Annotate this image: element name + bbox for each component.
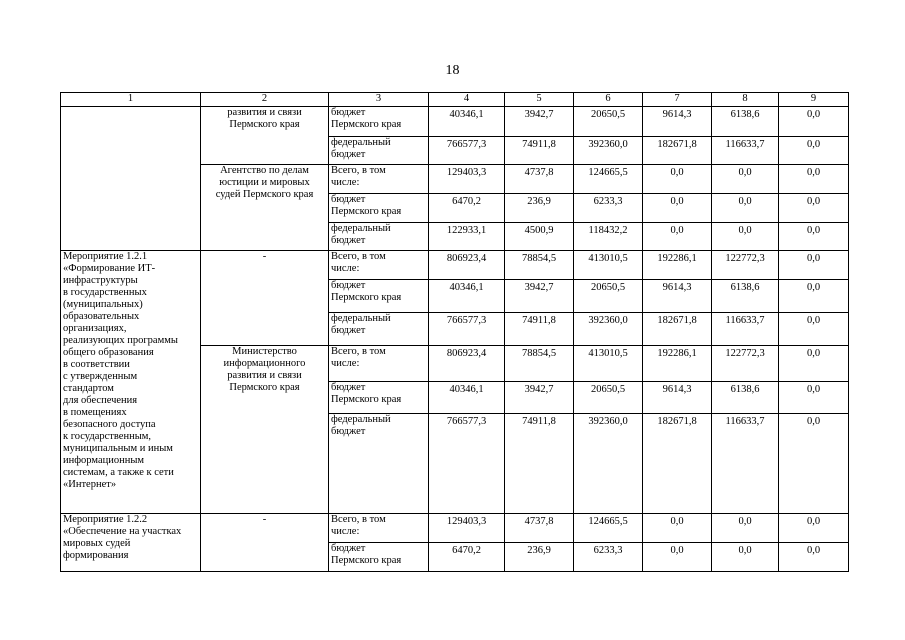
amount-cell: 40346,1 [429, 280, 505, 313]
amount-cell: 0,0 [779, 107, 849, 137]
amount-cell: 6470,2 [429, 194, 505, 223]
funding-source-cell [329, 280, 429, 313]
column-header: 3 [329, 93, 429, 107]
amount-cell: 3942,7 [505, 280, 574, 313]
amount-cell: 78854,5 [505, 346, 574, 382]
funding-source-cell [329, 313, 429, 346]
executor-cell [201, 107, 329, 165]
amount-cell: 129403,3 [429, 514, 505, 543]
amount-cell: 116633,7 [712, 313, 779, 346]
column-header: 2 [201, 93, 329, 107]
amount-cell: 118432,2 [574, 223, 643, 251]
funding-source-cell [329, 346, 429, 382]
measure-name: Мероприятие 1.2.1 «Формирование ИТ- инфраструктуры в государственных (муниципальных) образовательных организациях, реализующих программы общего образования в соответствии с утвержденным стандартом для обеспечения в помещениях безопасного доступа к государственным, муниципальным и иным информационным системам, а также к сети «Интернет» [63, 251, 178, 490]
amount-cell: 0,0 [712, 543, 779, 572]
amount-cell: 0,0 [779, 543, 849, 572]
amount-cell: 413010,5 [574, 251, 643, 280]
funding-source: бюджет Пермского края [331, 382, 402, 405]
amount-cell: 0,0 [643, 543, 712, 572]
table-row [61, 107, 849, 137]
page-number: 18 [445, 63, 460, 78]
table-row [61, 514, 849, 543]
amount-cell: 0,0 [712, 223, 779, 251]
amount-cell: 122772,3 [712, 346, 779, 382]
funding-source-cell [329, 414, 429, 514]
funding-source-cell [329, 251, 429, 280]
amount-cell: 0,0 [643, 194, 712, 223]
executor-name: развития и связи Пермского края [227, 107, 302, 130]
funding-source-cell [329, 165, 429, 194]
amount-cell: 6138,6 [712, 382, 779, 414]
funding-source: федеральный бюджет [331, 223, 391, 246]
amount-cell: 6138,6 [712, 280, 779, 313]
funding-source-cell [329, 514, 429, 543]
amount-cell: 806923,4 [429, 346, 505, 382]
funding-source-cell [329, 543, 429, 572]
amount-cell: 6138,6 [712, 107, 779, 137]
amount-cell: 192286,1 [643, 251, 712, 280]
amount-cell: 392360,0 [574, 414, 643, 514]
amount-cell: 74911,8 [505, 137, 574, 165]
executor-name: Агентство по делам юстиции и мировых судей Пермского края [215, 165, 314, 200]
amount-cell: 0,0 [712, 514, 779, 543]
amount-cell: 78854,5 [505, 251, 574, 280]
amount-cell: 182671,8 [643, 313, 712, 346]
amount-cell: 124665,5 [574, 514, 643, 543]
amount-cell: 6233,3 [574, 194, 643, 223]
amount-cell: 0,0 [712, 194, 779, 223]
funding-source: Всего, в том числе: [331, 346, 386, 369]
funding-source: федеральный бюджет [331, 414, 391, 437]
column-header: 1 [61, 93, 201, 107]
amount-cell: 74911,8 [505, 313, 574, 346]
column-header: 6 [574, 93, 643, 107]
funding-source-cell [329, 137, 429, 165]
measure-name: Мероприятие 1.2.2 «Обеспечение на участках мировых судей формирования [63, 514, 182, 561]
amount-cell: 74911,8 [505, 414, 574, 514]
amount-cell: 124665,5 [574, 165, 643, 194]
amount-cell: 0,0 [779, 137, 849, 165]
amount-cell: 236,9 [505, 543, 574, 572]
amount-cell: 0,0 [779, 223, 849, 251]
amount-cell: 766577,3 [429, 414, 505, 514]
funding-source-cell [329, 194, 429, 223]
funding-source-cell [329, 107, 429, 137]
amount-cell: 9614,3 [643, 280, 712, 313]
amount-cell: 766577,3 [429, 313, 505, 346]
measure-name-cell [61, 107, 201, 251]
amount-cell: 6470,2 [429, 543, 505, 572]
executor-cell [201, 251, 329, 346]
column-header: 5 [505, 93, 574, 107]
measure-name-cell [61, 251, 201, 514]
amount-cell: 182671,8 [643, 137, 712, 165]
amount-cell: 0,0 [779, 382, 849, 414]
amount-cell: 0,0 [779, 346, 849, 382]
funding-source: Всего, в том числе: [331, 251, 386, 274]
amount-cell: 3942,7 [505, 382, 574, 414]
amount-cell: 0,0 [643, 514, 712, 543]
header-row [61, 93, 849, 107]
table-row [61, 251, 849, 280]
amount-cell: 0,0 [643, 165, 712, 194]
amount-cell: 0,0 [712, 165, 779, 194]
amount-cell: 0,0 [643, 223, 712, 251]
amount-cell: 6233,3 [574, 543, 643, 572]
amount-cell: 0,0 [779, 251, 849, 280]
funding-source: федеральный бюджет [331, 313, 391, 336]
column-header: 8 [712, 93, 779, 107]
funding-source: бюджет Пермского края [331, 107, 402, 130]
funding-source: федеральный бюджет [331, 137, 391, 160]
column-header: 7 [643, 93, 712, 107]
column-header: 4 [429, 93, 505, 107]
amount-cell: 40346,1 [429, 382, 505, 414]
amount-cell: 4737,8 [505, 165, 574, 194]
measure-name-cell [61, 514, 201, 572]
amount-cell: 0,0 [779, 313, 849, 346]
amount-cell: 9614,3 [643, 107, 712, 137]
amount-cell: 116633,7 [712, 414, 779, 514]
executor-cell [201, 514, 329, 572]
funding-source: Всего, в том числе: [331, 165, 386, 188]
amount-cell: 182671,8 [643, 414, 712, 514]
amount-cell: 766577,3 [429, 137, 505, 165]
amount-cell: 392360,0 [574, 313, 643, 346]
amount-cell: 192286,1 [643, 346, 712, 382]
funding-source-cell [329, 223, 429, 251]
amount-cell: 806923,4 [429, 251, 505, 280]
funding-source: бюджет Пермского края [331, 280, 402, 303]
executor-name: - [262, 514, 267, 525]
amount-cell: 413010,5 [574, 346, 643, 382]
amount-cell: 122933,1 [429, 223, 505, 251]
amount-cell: 9614,3 [643, 382, 712, 414]
executor-name: Министерство информационного развития и связи Пермского края [223, 346, 306, 393]
amount-cell: 0,0 [779, 165, 849, 194]
amount-cell: 3942,7 [505, 107, 574, 137]
amount-cell: 0,0 [779, 194, 849, 223]
amount-cell: 20650,5 [574, 107, 643, 137]
funding-source: бюджет Пермского края [331, 543, 402, 566]
amount-cell: 236,9 [505, 194, 574, 223]
amount-cell: 40346,1 [429, 107, 505, 137]
amount-cell: 20650,5 [574, 280, 643, 313]
budget-table [60, 92, 849, 572]
amount-cell: 392360,0 [574, 137, 643, 165]
executor-cell [201, 346, 329, 514]
amount-cell: 129403,3 [429, 165, 505, 194]
amount-cell: 122772,3 [712, 251, 779, 280]
table-body [61, 107, 849, 572]
amount-cell: 0,0 [779, 514, 849, 543]
funding-source: бюджет Пермского края [331, 194, 402, 217]
executor-name: - [262, 251, 267, 262]
funding-source-cell [329, 382, 429, 414]
executor-cell [201, 165, 329, 251]
amount-cell: 116633,7 [712, 137, 779, 165]
funding-source: Всего, в том числе: [331, 514, 386, 537]
amount-cell: 20650,5 [574, 382, 643, 414]
column-header: 9 [779, 93, 849, 107]
amount-cell: 4737,8 [505, 514, 574, 543]
amount-cell: 4500,9 [505, 223, 574, 251]
amount-cell: 0,0 [779, 414, 849, 514]
amount-cell: 0,0 [779, 280, 849, 313]
